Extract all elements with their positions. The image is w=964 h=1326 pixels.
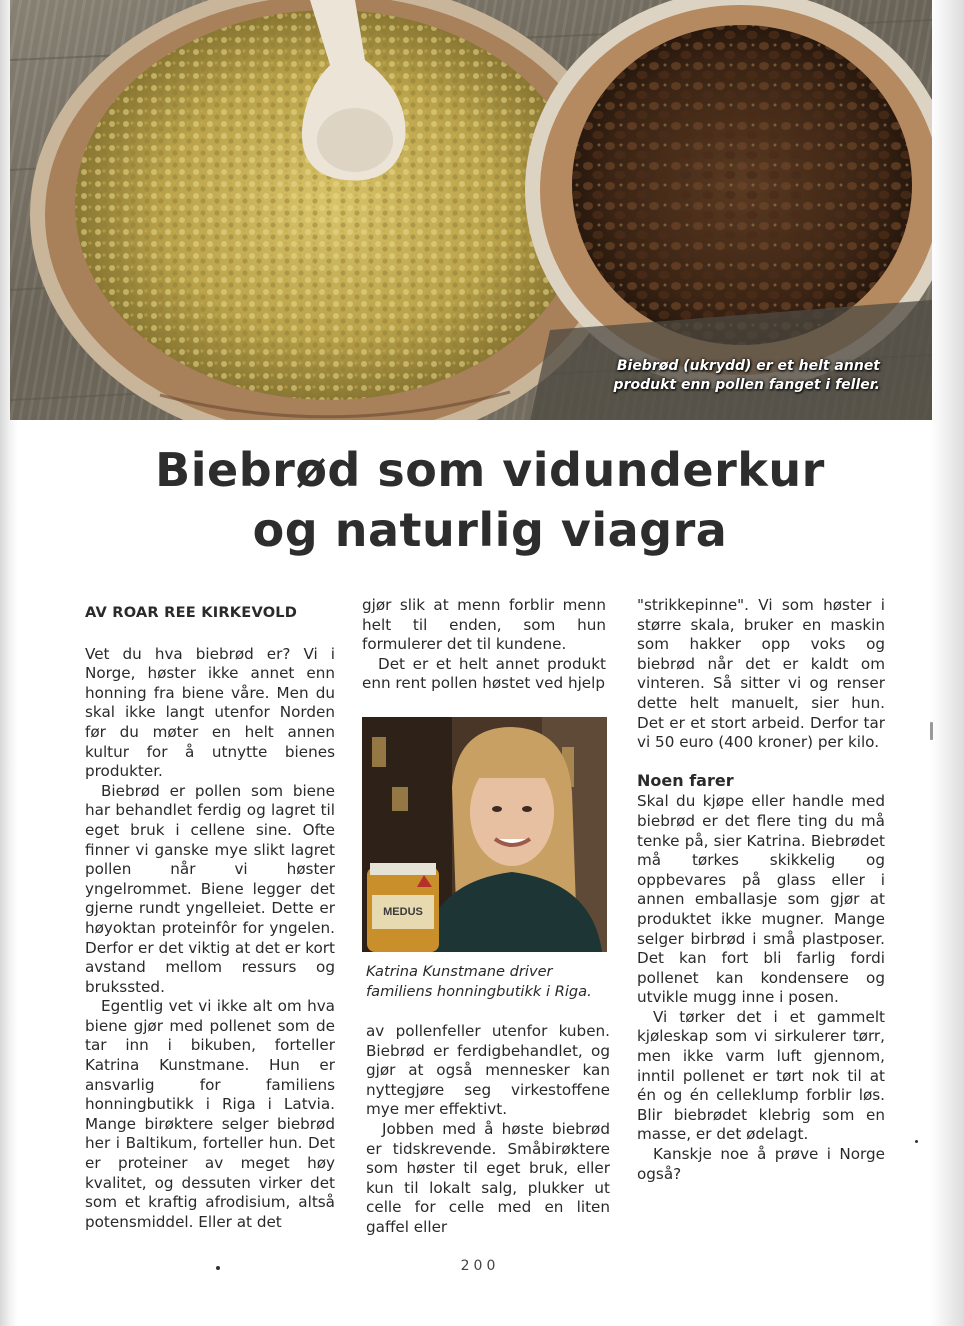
byline: AV ROAR REE KIRKEVOLD bbox=[85, 604, 298, 621]
paragraph: Skal du kjøpe eller handle med biebrød er det flere ting du må tenke på, sier Katrina. Biebrødet må tørkes skikkelig og oppbevares på glass eller i annen emballasje som gjør at produktet ikke mugner. Mange selger birbrød i små plastposer. Det kan fort bli farlig fordi pollenet kan kondensere og utvikle mugg inne i posen. bbox=[637, 792, 885, 1007]
scan-mark bbox=[930, 722, 933, 740]
article-column-1 bbox=[85, 603, 335, 1232]
page-number: 200 bbox=[460, 1258, 500, 1274]
hero-photo bbox=[10, 0, 932, 420]
paragraph: Kanskje noe å prøve i Norge også? bbox=[637, 1145, 885, 1183]
paragraph: Vet du hva biebrød er? Vi i Norge, høster ikke annet enn honning fra biene våre. Men du skal ikke langt utenfor Norden før du møter en helt annen kultur for å utnytte bienes produkter. bbox=[85, 644, 335, 781]
article-column-3 bbox=[637, 596, 885, 1184]
headline-line-2: og naturlig viagra bbox=[252, 503, 728, 557]
paragraph: Vi tørker det i et gammelt kjøleskap som vi sirkulerer tørr, men ikke varm luft gjennom, inntil pollenet er tørt nok til at én og én celleklump forblir løs. Blir biebrødet klebrig som en masse, er det ødelagt. bbox=[637, 1007, 885, 1144]
jar-label: MEDUS bbox=[383, 906, 423, 918]
paragraph: "strikkepinne". Vi som høster i større skala, bruker en maskin som hakker opp voks og biebrød når det er kaldt om vinteren. Så sitter vi og renser dette helt manuelt, sier hun. Det er et stort arbeid. Derfor tar vi 50 euro (400 kroner) per kilo. bbox=[637, 596, 885, 752]
scan-shadow-right bbox=[930, 0, 964, 1326]
section-subheading: Noen farer bbox=[637, 770, 734, 790]
article-column-2-bottom bbox=[366, 1022, 610, 1238]
hero-caption bbox=[580, 357, 880, 395]
portrait-photo bbox=[362, 717, 607, 952]
hero-caption-line-2: produkt enn pollen fanget i feller. bbox=[613, 377, 880, 393]
article-headline bbox=[100, 440, 880, 560]
hero-caption-line-1: Biebrød (ukrydd) er et helt annet bbox=[616, 358, 880, 374]
portrait-caption: Katrina Kunstmane driver familiens honningbutikk i Riga. bbox=[366, 963, 592, 1000]
scan-speck bbox=[915, 1140, 918, 1143]
paragraph: Biebrød er pollen som biene har behandlet ferdig og lagret til eget bruk i cellene sine. Ofte finner vi ganske mye slikt lagret pollen når vi høster yngelrommet. Biene legger det gjerne rundt yngelleiet. Dette er høyoktan proteinfôr for yngelen. Derfor er det viktig at det er kort avstand mellom ressurs og brukssted. bbox=[85, 781, 335, 996]
paragraph: Egentlig vet vi ikke alt om hva biene gjør med pollenet som de tar inn i bikuben, forteller Katrina Kunstmane. Hun er ansvarlig for familiens honningbutikk i Riga i Latvia. Mange birøktere selger biebrød her i Baltikum, forteller hun. Det er proteiner av meget høy kvalitet, og dessuten virker det som et kraftig afrodisium, altså potensmiddel. Eller at det bbox=[85, 997, 335, 1231]
scan-speck bbox=[216, 1266, 220, 1270]
paragraph: av pollenfeller utenfor kuben. Biebrød er ferdigbehandlet, og gjør at også mennesker kan nyttegjøre seg virkestoffene mye mer effektivt. bbox=[366, 1022, 610, 1119]
woman-with-honey-jar-illustration bbox=[362, 717, 607, 952]
headline-line-1: Biebrød som vidunderkur bbox=[155, 443, 825, 497]
article-column-2-top bbox=[362, 596, 606, 694]
paragraph: Det er et helt annet produkt enn rent pollen høstet ved hjelp bbox=[362, 654, 606, 693]
paragraph: Jobben med å høste biebrød er tidskrevende. Småbirøktere som høster til eget bruk, eller kun til lokalt salg, plukker ut celle for celle med en liten gaffel eller bbox=[366, 1119, 610, 1236]
paragraph: gjør slik at menn forblir menn helt til enden, som hun formulerer det til kundene. bbox=[362, 596, 606, 654]
